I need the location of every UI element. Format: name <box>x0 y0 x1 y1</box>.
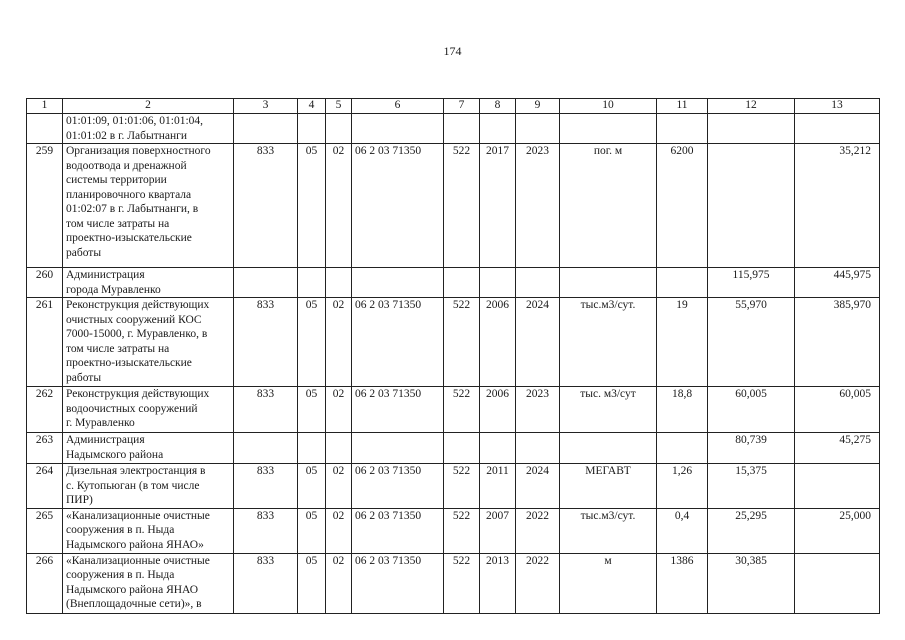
amount-col-12: 15,375 <box>708 464 795 509</box>
object-name: Организация поверхностного водоотвода и дренажной системы территории планировочного квартала 01:02:07 в г. Лабытнанги, в том числе затраты на проектно-изыскательские работы <box>63 144 234 268</box>
header-col-13: 13 <box>795 99 880 114</box>
row-number: 264 <box>27 464 63 509</box>
code-section: 05 <box>298 144 326 268</box>
code-subsection <box>326 268 352 298</box>
object-name: «Канализационные очистные сооружения в п. Ныда Надымского района ЯНАО (Внеплощадочные сети)», в <box>63 553 234 613</box>
code-ministry: 833 <box>234 464 298 509</box>
amount-col-12: 30,385 <box>708 553 795 613</box>
header-col-11: 11 <box>657 99 708 114</box>
code-target-item: 06 2 03 71350 <box>352 508 444 553</box>
code-subsection: 02 <box>326 464 352 509</box>
investment-table <box>26 98 880 614</box>
header-col-6: 6 <box>352 99 444 114</box>
end-year: 2023 <box>516 144 560 268</box>
start-year: 2011 <box>480 464 516 509</box>
code-ministry: 833 <box>234 553 298 613</box>
end-year <box>516 114 560 144</box>
row-number: 263 <box>27 433 63 464</box>
code-ministry: 833 <box>234 298 298 387</box>
row-number: 260 <box>27 268 63 298</box>
capacity: 1386 <box>657 553 708 613</box>
code-section: 05 <box>298 553 326 613</box>
header-col-3: 3 <box>234 99 298 114</box>
capacity <box>657 114 708 144</box>
code-ministry: 833 <box>234 387 298 433</box>
header-col-10: 10 <box>560 99 657 114</box>
code-subsection <box>326 114 352 144</box>
header-col-5: 5 <box>326 99 352 114</box>
code-ministry <box>234 268 298 298</box>
end-year: 2022 <box>516 508 560 553</box>
code-subsection: 02 <box>326 508 352 553</box>
object-name: Реконструкция действующих водоочистных сооружений г. Муравленко <box>63 387 234 433</box>
code-expense-type: 522 <box>444 144 480 268</box>
amount-col-13 <box>795 114 880 144</box>
start-year <box>480 268 516 298</box>
code-target-item <box>352 268 444 298</box>
code-subsection <box>326 433 352 464</box>
table-row <box>27 433 880 464</box>
code-expense-type: 522 <box>444 553 480 613</box>
amount-col-13: 35,212 <box>795 144 880 268</box>
header-col-1: 1 <box>27 99 63 114</box>
unit-of-measure <box>560 114 657 144</box>
table-row <box>27 508 880 553</box>
row-number: 259 <box>27 144 63 268</box>
row-number: 261 <box>27 298 63 387</box>
row-number <box>27 114 63 144</box>
capacity <box>657 433 708 464</box>
end-year: 2024 <box>516 464 560 509</box>
code-expense-type <box>444 114 480 144</box>
amount-col-12: 25,295 <box>708 508 795 553</box>
row-number: 265 <box>27 508 63 553</box>
code-subsection: 02 <box>326 387 352 433</box>
code-section: 05 <box>298 464 326 509</box>
code-expense-type <box>444 268 480 298</box>
header-col-2: 2 <box>63 99 234 114</box>
code-subsection: 02 <box>326 144 352 268</box>
code-ministry <box>234 433 298 464</box>
code-section: 05 <box>298 508 326 553</box>
header-col-12: 12 <box>708 99 795 114</box>
capacity <box>657 268 708 298</box>
table-row <box>27 553 880 613</box>
object-name: «Канализационные очистные сооружения в п. Ныда Надымского района ЯНАО» <box>63 508 234 553</box>
code-ministry <box>234 114 298 144</box>
capacity: 6200 <box>657 144 708 268</box>
unit-of-measure <box>560 433 657 464</box>
amount-col-13: 385,970 <box>795 298 880 387</box>
object-name: Администрация Надымского района <box>63 433 234 464</box>
amount-col-12: 80,739 <box>708 433 795 464</box>
capacity: 0,4 <box>657 508 708 553</box>
header-col-9: 9 <box>516 99 560 114</box>
amount-col-12 <box>708 144 795 268</box>
header-col-7: 7 <box>444 99 480 114</box>
page-number: 174 <box>443 44 462 58</box>
unit-of-measure <box>560 268 657 298</box>
code-target-item: 06 2 03 71350 <box>352 144 444 268</box>
object-name: Дизельная электростанция в с. Кутопьюган (в том числе ПИР) <box>63 464 234 509</box>
unit-of-measure: тыс.м3/сут. <box>560 298 657 387</box>
end-year <box>516 433 560 464</box>
code-ministry: 833 <box>234 508 298 553</box>
end-year: 2024 <box>516 298 560 387</box>
unit-of-measure: тыс. м3/сут <box>560 387 657 433</box>
code-section: 05 <box>298 298 326 387</box>
capacity: 19 <box>657 298 708 387</box>
unit-of-measure: тыс.м3/сут. <box>560 508 657 553</box>
code-target-item: 06 2 03 71350 <box>352 464 444 509</box>
code-expense-type: 522 <box>444 387 480 433</box>
header-col-4: 4 <box>298 99 326 114</box>
code-expense-type: 522 <box>444 508 480 553</box>
code-target-item: 06 2 03 71350 <box>352 387 444 433</box>
end-year: 2023 <box>516 387 560 433</box>
start-year: 2017 <box>480 144 516 268</box>
amount-col-13: 45,275 <box>795 433 880 464</box>
code-target-item: 06 2 03 71350 <box>352 553 444 613</box>
header-row <box>27 99 880 114</box>
amount-col-12: 115,975 <box>708 268 795 298</box>
table-row <box>27 298 880 387</box>
unit-of-measure: м <box>560 553 657 613</box>
table-row <box>27 268 880 298</box>
code-expense-type: 522 <box>444 298 480 387</box>
table-row <box>27 144 880 268</box>
amount-col-12 <box>708 114 795 144</box>
code-section <box>298 114 326 144</box>
amount-col-13: 60,005 <box>795 387 880 433</box>
code-subsection: 02 <box>326 553 352 613</box>
unit-of-measure: МЕГАВТ <box>560 464 657 509</box>
amount-col-13: 445,975 <box>795 268 880 298</box>
code-expense-type: 522 <box>444 464 480 509</box>
row-number: 266 <box>27 553 63 613</box>
start-year <box>480 433 516 464</box>
code-target-item <box>352 114 444 144</box>
amount-col-13 <box>795 553 880 613</box>
object-name: Реконструкция действующих очистных сооружений КОС 7000-15000, г. Муравленко, в том числе затраты на проектно-изыскательские работы <box>63 298 234 387</box>
start-year: 2006 <box>480 298 516 387</box>
object-name: Администрация города Муравленко <box>63 268 234 298</box>
amount-col-12: 55,970 <box>708 298 795 387</box>
start-year: 2006 <box>480 387 516 433</box>
end-year <box>516 268 560 298</box>
table-row <box>27 114 880 144</box>
start-year: 2007 <box>480 508 516 553</box>
code-section: 05 <box>298 387 326 433</box>
end-year: 2022 <box>516 553 560 613</box>
amount-col-12: 60,005 <box>708 387 795 433</box>
code-expense-type <box>444 433 480 464</box>
table-row <box>27 387 880 433</box>
unit-of-measure: пог. м <box>560 144 657 268</box>
object-name: 01:01:09, 01:01:06, 01:01:04, 01:01:02 в г. Лабытнанги <box>63 114 234 144</box>
table-row <box>27 464 880 509</box>
header-col-8: 8 <box>480 99 516 114</box>
code-target-item <box>352 433 444 464</box>
code-subsection: 02 <box>326 298 352 387</box>
code-ministry: 833 <box>234 144 298 268</box>
row-number: 262 <box>27 387 63 433</box>
amount-col-13: 25,000 <box>795 508 880 553</box>
code-target-item: 06 2 03 71350 <box>352 298 444 387</box>
amount-col-13 <box>795 464 880 509</box>
code-section <box>298 268 326 298</box>
start-year: 2013 <box>480 553 516 613</box>
start-year <box>480 114 516 144</box>
capacity: 18,8 <box>657 387 708 433</box>
capacity: 1,26 <box>657 464 708 509</box>
code-section <box>298 433 326 464</box>
